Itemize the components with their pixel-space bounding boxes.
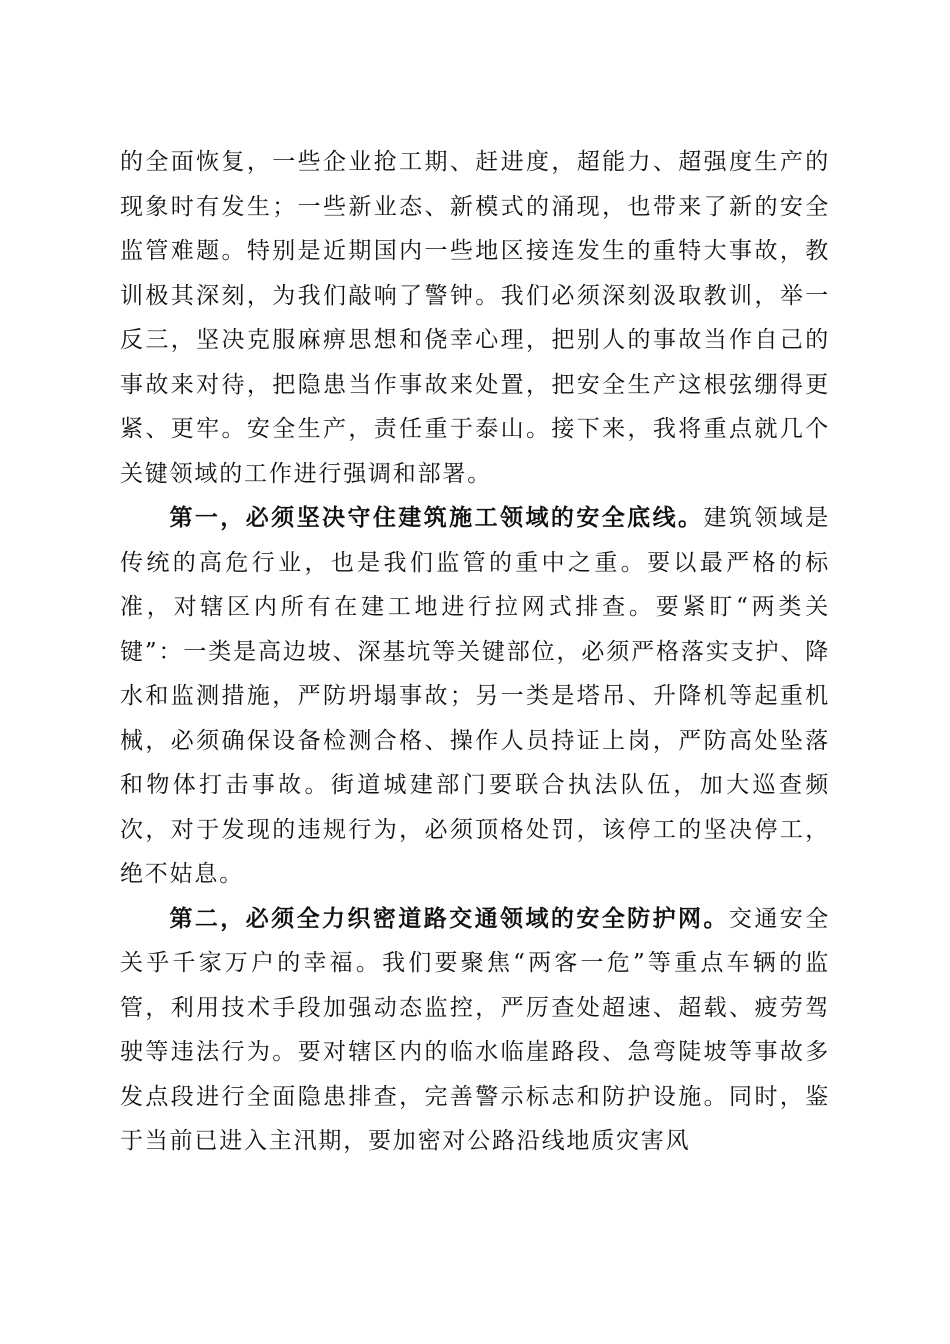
paragraph-heading: 第二，必须全力织密道路交通领域的安全防护网。: [169, 904, 729, 932]
paragraph-construction-safety: [120, 496, 830, 897]
paragraph-text: 交通安全关乎千家万户的幸福。我们要聚焦“两客一危”等重点车辆的监管，利用技术手段加强动态监控，严厉查处超速、超载、疲劳驾驶等违法行为。要对辖区内的临水临崖路段、急弯陡坡等事故多发点段进行全面隐患排查，完善警示标志和防护设施。同时，鉴于当前已进入主汛期，要加密对公路沿线地质灾害风: [120, 905, 830, 1154]
paragraph-text: 建筑领域是传统的高危行业，也是我们监管的重中之重。要以最严格的标准，对辖区内所有在建工地进行拉网式排查。要紧盯“两类关键”：一类是高边坡、深基坑等关键部位，必须严格落实支护、降水和监测措施，严防坍塌事故；另一类是塔吊、升降机等起重机械，必须确保设备检测合格、操作人员持证上岗，严防高处坠落和物体打击事故。街道城建部门要联合执法队伍，加大巡查频次，对于发现的违规行为，必须顶格处罚，该停工的坚决停工，绝不姑息。: [120, 505, 830, 887]
document-body: [120, 140, 830, 1164]
paragraph-text: 的全面恢复，一些企业抢工期、赶进度，超能力、超强度生产的现象时有发生；一些新业态、新模式的涌现，也带来了新的安全监管难题。特别是近期国内一些地区接连发生的重特大事故，教训极其深刻，为我们敲响了警钟。我们必须深刻汲取教训，举一反三，坚决克服麻痹思想和侥幸心理，把别人的事故当作自己的事故来对待，把隐患当作事故来处置，把安全生产这根弦绷得更紧、更牢。安全生产，责任重于泰山。接下来，我将重点就几个关键领域的工作进行强调和部署。: [120, 149, 830, 487]
paragraph-continuation: [120, 140, 830, 496]
paragraph-heading: 第一，必须坚决守住建筑施工领域的安全底线。: [169, 504, 704, 531]
paragraph-traffic-safety: [120, 897, 830, 1164]
